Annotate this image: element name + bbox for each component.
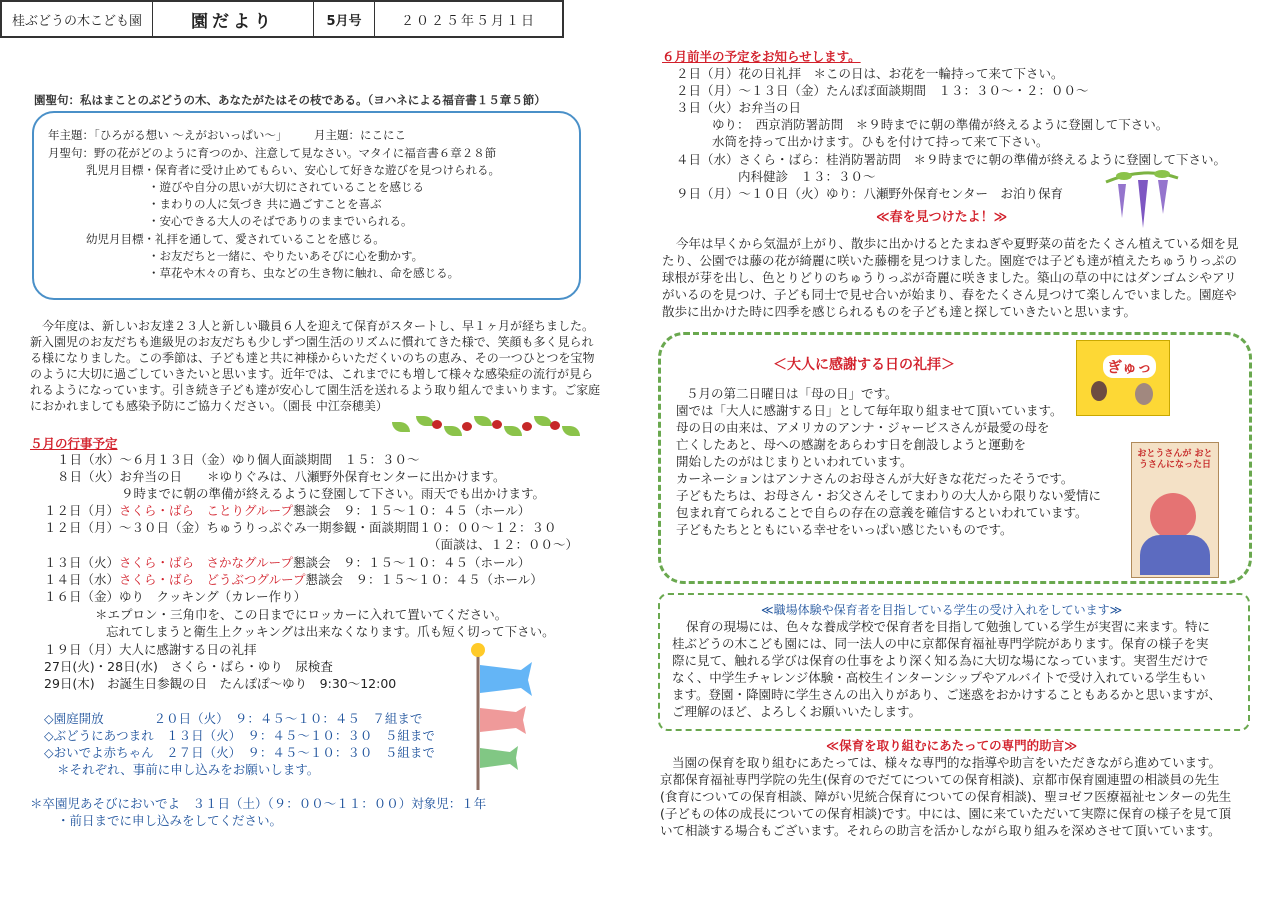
thanks-line: 亡くしたあと、母への感謝をあらわす日を創設しようと運動を (676, 437, 1027, 452)
intro-line: におかれましても感染予防にご協力ください。（園長 中江奈穂美） (30, 399, 388, 413)
child-goal: 幼児月目標・礼拝を通して、愛されていることを感じる。 (86, 232, 385, 246)
june-line: 水筒を持って出かけます。ひもを付けて持って来て下さい。 (712, 134, 1049, 149)
month-theme: 月主題：にこにこ (314, 128, 406, 142)
child-item: ・お友だちと一緒に、やりたいあそびに心を動かす。 (148, 249, 424, 263)
issue-label: 5月号 (314, 2, 375, 36)
event-line: ８日（火）お弁当の日 ＊ゆりぐみは、八瀬野外保育センターに出かけます。 (57, 469, 506, 484)
thanks-line: 子どもたちとともにいる幸せをいっぱい感じたいものです。 (676, 522, 1013, 537)
students-line: ご理解のほど、よろしくお願いいたします。 (672, 704, 922, 719)
thanks-line: 包まれ育てられることで自らの存在の意義を確信するといわれています。 (676, 505, 1088, 520)
issue-date: ２０２５年５月１日 (400, 13, 536, 29)
book-cover-father-day (1131, 442, 1219, 578)
spring-line: 今年は早くから気温が上がり、散歩に出かけるとたまねぎや夏野菜の苗をたくさん植えている畑を見 (676, 236, 1239, 251)
infant-item: ・まわりの人に気づき 共に過ごすことを喜ぶ (148, 197, 382, 211)
ladybug-vine-illustration (392, 412, 587, 442)
open-day-row: ◇園庭開放 ２０日（火） ９：４５～１０：４５ ７組まで (44, 711, 423, 726)
thanks-line: 母の日の由来は、アメリカのアンナ・ジャービスさんが最愛の母を (676, 420, 1050, 435)
child-item: ・草花や木々の育ち、虫などの生き物に触れ、命を感じる。 (148, 266, 460, 280)
event-line: 29日(木) お誕生日参観の日 たんぽぽ～ゆり 9:30～12:00 (44, 676, 397, 691)
spring-line: たり、公園では藤の花が綺麗に咲いた藤棚を見つけました。園庭では子ども達が植えたちゅうりっぷの (662, 253, 1238, 268)
june-line: 内科健診 １３：３０～ (738, 169, 876, 184)
event-line: １日（水）～６月１３日（金）ゆり個人面談期間 １５：３０～ (57, 452, 420, 467)
spring-heading: ≪春を見つけたよ！≫ (876, 210, 1008, 225)
book-title: ぎゅっ (1103, 355, 1156, 378)
header-table (0, 0, 564, 38)
grad-event: ＊卒園児あそびにおいでよ ３１日（土）（９：００～１１：００）対象児：１年 (30, 796, 487, 811)
event-line: １９日（月）大人に感謝する日の礼拝 (44, 642, 257, 657)
intro-line: 新入園児のお友だちも進級児のお友だちも少しずつ園生活のリズムに慣れてきた様で、笑顔も多く見られ (30, 335, 594, 349)
june-line: ９日（月）～１０日（火）ゆり：八瀬野外保育センター お泊り保育 (676, 186, 1064, 201)
advice-heading: ≪保育を取り組むにあたっての専門的助言≫ (826, 738, 1078, 753)
event-line: 忘れてしまうと衛生上クッキングは出来なくなります。爪も短く切って下さい。 (106, 624, 555, 639)
june-line: ゆり： 西京消防署訪問 ＊９時までに朝の準備が終えるように登園して下さい。 (712, 117, 1169, 132)
advice-line: いて相談する場合もございます。それらの助言を活かしながら取り組みを深めさせて頂いています。 (660, 823, 1221, 838)
event-line: １２日（月）さくら・ばら ことりグループ懇談会 ９：１５～１０：４５（ホール） (44, 503, 531, 518)
infant-item: ・安心できる大人のそばでありのままでいられる。 (148, 214, 413, 228)
students-line: 保育の現場には、色々な養成学校で保育者を目指して勉強している学生が実習に来ます。特に (686, 619, 1211, 634)
thanks-line: カーネーションはアンナさんのお母さんが大好きな花だったそうです。 (676, 471, 1074, 486)
thanks-line: ５月の第二日曜日は「母の日」です。 (686, 386, 898, 401)
intro-line: る様になりました。この季節は、子ども達と共に神様からいただくいのちの恵み、その一つひとつを宝物 (30, 351, 595, 365)
thanks-line: 子どもたちは、お母さん・お父さんそしてまわりの大人から限りない愛情に (676, 488, 1102, 503)
event-line: （面談は、１２：００～） (428, 537, 579, 552)
intro-line: れるようになっています。引き続き子ども達が安心して園生活を送れるよう取り組んでまいります。ご家庭 (30, 383, 601, 397)
school-verse: 園聖句：私はまことのぶどうの木、あなたがたはその枝である。（ヨハネによる福音書１５章５節） (34, 93, 546, 107)
event-line: １６日（金）ゆり クッキング（カレー作り） (44, 589, 307, 604)
june-line: ２日（月）～１３日（金）たんぽぽ面談期間 １３：３０～・２：００～ (676, 83, 1089, 98)
event-line: 27日(火)・28日(水) さくら・ばら・ゆり 尿検査 (44, 659, 333, 674)
spring-line: 散歩に出かけた時に四季を感じられるものを子ども達と探していきたいと思います。 (662, 304, 1137, 319)
event-line: １４日（水）さくら・ばら どうぶつグループ懇談会 ９：１５～１０：４５（ホール） (44, 572, 543, 587)
advice-line: (子どもの体の成長についての保育相談)です。中には、園に来ていただいて実際に保育の様子を見て頂 (660, 806, 1232, 821)
book-title: おとうさんが おとうさんになった日 (1137, 449, 1213, 470)
advice-line: (食育についての保育相談、障がい児統合保育についての保育相談)、聖ヨゼフ医療福祉センターの先生 (660, 789, 1232, 804)
students-line: 桂ぶどうの木こども園には、同一法人の中に京都保育福祉専門学院があります。保育の様子を実 (672, 636, 1209, 651)
event-line: １２日（月）～３０日（金）ちゅうりっぷぐみ一期参観・面談期間１０：００～１２：３０ (44, 520, 557, 535)
june-line: ３日（火）お弁当の日 (676, 100, 802, 115)
thanks-line: 開始したのがはじまりといわれています。 (676, 454, 913, 469)
intro-line: 今年度は、新しいお友達２３人と新しい職員６人を迎えて保育がスタートし、早１ヶ月が経ちました。 (42, 319, 595, 333)
open-day-row: ◇ぶどうにあつまれ １３日（火） ９：４５～１０：３０ ５組まで (44, 728, 435, 743)
students-heading: ≪職場体験や保育者を目指している学生の受け入れをしています≫ (761, 603, 1123, 617)
event-line: １３日（火）さくら・ばら さかなグループ懇談会 ９：１５～１０：４５（ホール） (44, 555, 531, 570)
advice-line: 京都保育福祉専門学院の先生(保育のでだてについての保育相談)、京都市保育園連盟の相談員の先生 (660, 772, 1220, 787)
thanks-line: 園では「大人に感謝する日」として毎年取り組ませて頂いています。 (676, 403, 1063, 418)
june-line: ２日（月）花の日礼拝 ＊この日は、お花を一輪持って来て下さい。 (676, 66, 1064, 81)
event-line: ９時までに朝の準備が終えるように登園して下さい。雨天でも出かけます。 (121, 486, 546, 501)
intro-line: のように大切に過ごしていきたいと思います。近年では、これまでにも増して様々な感染症の流行が見ら (30, 367, 594, 381)
thanks-heading: ＜大人に感謝する日の礼拝＞ (773, 357, 955, 373)
june-line: ４日（水）さくら・ばら：桂消防署訪問 ＊９時までに朝の準備が終えるように登園して下さい。 (676, 152, 1227, 167)
advice-line: 当園の保育を取り組むにあたっては、様々な専門的な指導や助言をいただきながら進めています。 (672, 755, 1222, 770)
infant-item: ・遊びや自分の思いが大切にされていることを感じる (148, 180, 424, 194)
open-day-row: ◇おいでよ赤ちゃん ２７日（火） ９：４５～１０：３０ ５組まで (44, 745, 435, 760)
open-day-note: ＊それぞれ、事前に申し込みをお願いします。 (57, 762, 320, 777)
year-theme: 年主題：「ひろがる想い ～えがおいっぱい～」 (48, 128, 288, 142)
school-name: 桂ぶどうの木こども園 (2, 2, 153, 36)
students-line: なく、中学生チャレンジ体験・高校生インターンシップやアルバイトで受け入れている学生もい (672, 670, 1206, 685)
infant-goal: 乳児月目標・保育者に受け止めてもらい、安心して好きな遊びを見つけられる。 (86, 163, 500, 177)
event-line: ＊エプロン・三角巾を、この日までにロッカーに入れて置いてください。 (95, 607, 508, 622)
wisteria-illustration (1104, 168, 1180, 232)
may-events-heading: ５月の行事予定 (30, 436, 118, 451)
carp-streamer-illustration (466, 640, 536, 790)
spring-line: がいるのを見つけ、子ども同士で見せ合いが始まり、春をたくさん見つけて楽しんでいました。園庭や (662, 287, 1237, 302)
month-verse: 月聖句：野の花がどのように育つのか、注意して見なさい。マタイに福音書６章２８節 (48, 146, 497, 160)
newsletter-title: 園だより (153, 2, 314, 36)
june-heading: ６月前半の予定をお知らせします。 (662, 49, 861, 64)
students-line: 際に見て、触れる学びは保育の仕事をより深く知る為に大切な場になっています。実習生だけで (672, 653, 1209, 668)
book-cover-gyu (1076, 340, 1170, 416)
grad-note: ・前日までに申し込みをしてください。 (57, 813, 283, 828)
spring-line: 球根が芽を出し、色とりどりのちゅうりっぷが奇麗に咲きました。築山の草の中にはダンゴムシやアリ (662, 270, 1237, 285)
students-line: ます。登園・降園時に学生さんの出入りがあり、ご迷惑をおかけすることもあるかと思いますが、 (672, 687, 1222, 702)
